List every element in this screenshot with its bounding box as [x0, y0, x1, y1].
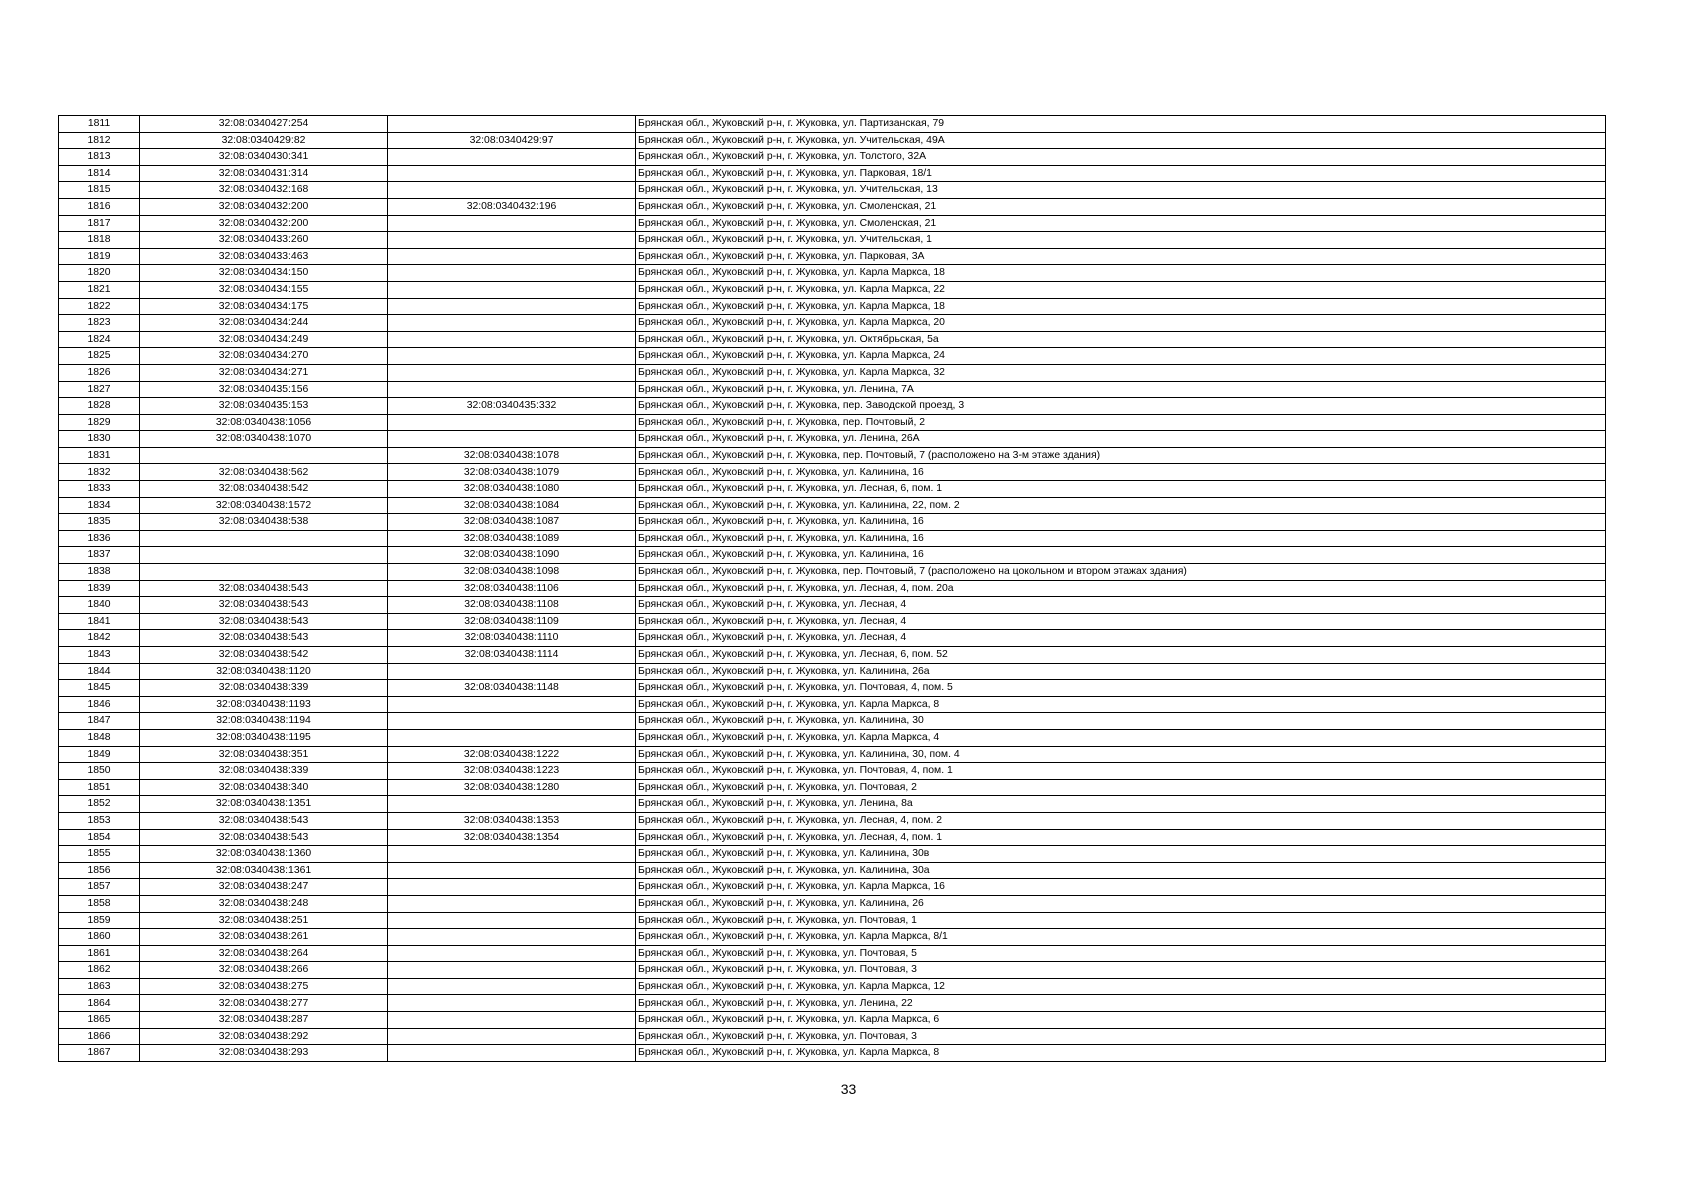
address-cell: Брянская обл., Жуковский р-н, г. Жуковка, ул. Учительская, 49А: [636, 132, 1606, 149]
object-cadastral-number-cell: [388, 116, 636, 133]
row-number-cell: 1852: [59, 796, 140, 813]
land-cadastral-number-cell: 32:08:0340433:260: [140, 232, 388, 249]
land-cadastral-number-cell: 32:08:0340438:1120: [140, 663, 388, 680]
table-row: [59, 763, 1606, 780]
object-cadastral-number-cell: [388, 331, 636, 348]
row-number-cell: 1857: [59, 879, 140, 896]
table-row: [59, 995, 1606, 1012]
object-cadastral-number-cell: 32:08:0340438:1106: [388, 580, 636, 597]
row-number-cell: 1827: [59, 381, 140, 398]
table-row: [59, 597, 1606, 614]
table-row: [59, 564, 1606, 581]
table-row: [59, 414, 1606, 431]
object-cadastral-number-cell: [388, 364, 636, 381]
object-cadastral-number-cell: [388, 862, 636, 879]
address-cell: Брянская обл., Жуковский р-н, г. Жуковка, пер. Почтовый, 7 (расположено на цокольном и втором этажах здания): [636, 564, 1606, 581]
land-cadastral-number-cell: 32:08:0340430:341: [140, 149, 388, 166]
land-cadastral-number-cell: 32:08:0340435:153: [140, 398, 388, 415]
land-cadastral-number-cell: [140, 530, 388, 547]
land-cadastral-number-cell: 32:08:0340431:314: [140, 165, 388, 182]
address-cell: Брянская обл., Жуковский р-н, г. Жуковка, ул. Смоленская, 21: [636, 215, 1606, 232]
land-cadastral-number-cell: 32:08:0340438:261: [140, 929, 388, 946]
land-cadastral-number-cell: 32:08:0340438:542: [140, 481, 388, 498]
land-cadastral-number-cell: 32:08:0340438:1193: [140, 696, 388, 713]
table-row: [59, 116, 1606, 133]
address-cell: Брянская обл., Жуковский р-н, г. Жуковка, ул. Карла Маркса, 22: [636, 281, 1606, 298]
address-cell: Брянская обл., Жуковский р-н, г. Жуковка, ул. Почтовая, 4, пом. 5: [636, 680, 1606, 697]
table-row: [59, 315, 1606, 332]
row-number-cell: 1825: [59, 348, 140, 365]
land-cadastral-number-cell: 32:08:0340432:200: [140, 215, 388, 232]
object-cadastral-number-cell: [388, 1028, 636, 1045]
table-row: [59, 647, 1606, 664]
row-number-cell: 1834: [59, 497, 140, 514]
land-cadastral-number-cell: 32:08:0340438:339: [140, 763, 388, 780]
row-number-cell: 1858: [59, 895, 140, 912]
row-number-cell: 1821: [59, 281, 140, 298]
row-number-cell: 1822: [59, 298, 140, 315]
row-number-cell: 1812: [59, 132, 140, 149]
row-number-cell: 1813: [59, 149, 140, 166]
row-number-cell: 1862: [59, 962, 140, 979]
land-cadastral-number-cell: 32:08:0340438:287: [140, 1012, 388, 1029]
land-cadastral-number-cell: 32:08:0340438:538: [140, 514, 388, 531]
table-row: [59, 248, 1606, 265]
object-cadastral-number-cell: [388, 431, 636, 448]
table-row: [59, 729, 1606, 746]
table-row: [59, 846, 1606, 863]
address-cell: Брянская обл., Жуковский р-н, г. Жуковка, ул. Смоленская, 21: [636, 198, 1606, 215]
address-cell: Брянская обл., Жуковский р-н, г. Жуковка, ул. Парковая, 18/1: [636, 165, 1606, 182]
table-row: [59, 663, 1606, 680]
address-cell: Брянская обл., Жуковский р-н, г. Жуковка, ул. Калинина, 22, пом. 2: [636, 497, 1606, 514]
row-number-cell: 1811: [59, 116, 140, 133]
row-number-cell: 1831: [59, 447, 140, 464]
land-cadastral-number-cell: 32:08:0340438:293: [140, 1045, 388, 1062]
land-cadastral-number-cell: 32:08:0340438:543: [140, 829, 388, 846]
address-cell: Брянская обл., Жуковский р-н, г. Жуковка, ул. Калинина, 30в: [636, 846, 1606, 863]
row-number-cell: 1828: [59, 398, 140, 415]
table-row: [59, 530, 1606, 547]
table-row: [59, 978, 1606, 995]
object-cadastral-number-cell: 32:08:0340438:1079: [388, 464, 636, 481]
row-number-cell: 1817: [59, 215, 140, 232]
land-cadastral-number-cell: 32:08:0340434:249: [140, 331, 388, 348]
address-cell: Брянская обл., Жуковский р-н, г. Жуковка, ул. Ленина, 7А: [636, 381, 1606, 398]
address-cell: Брянская обл., Жуковский р-н, г. Жуковка, ул. Ленина, 22: [636, 995, 1606, 1012]
object-cadastral-number-cell: [388, 1045, 636, 1062]
table-row: [59, 149, 1606, 166]
address-cell: Брянская обл., Жуковский р-н, г. Жуковка, ул. Почтовая, 3: [636, 962, 1606, 979]
object-cadastral-number-cell: [388, 879, 636, 896]
row-number-cell: 1830: [59, 431, 140, 448]
object-cadastral-number-cell: [388, 962, 636, 979]
table-row: [59, 381, 1606, 398]
row-number-cell: 1850: [59, 763, 140, 780]
land-cadastral-number-cell: 32:08:0340438:1361: [140, 862, 388, 879]
object-cadastral-number-cell: 32:08:0340438:1223: [388, 763, 636, 780]
object-cadastral-number-cell: [388, 265, 636, 282]
address-cell: Брянская обл., Жуковский р-н, г. Жуковка, ул. Калинина, 30: [636, 713, 1606, 730]
table-row: [59, 281, 1606, 298]
land-cadastral-number-cell: [140, 447, 388, 464]
address-cell: Брянская обл., Жуковский р-н, г. Жуковка, ул. Толстого, 32А: [636, 149, 1606, 166]
object-cadastral-number-cell: [388, 149, 636, 166]
table-row: [59, 215, 1606, 232]
land-cadastral-number-cell: [140, 564, 388, 581]
land-cadastral-number-cell: 32:08:0340432:168: [140, 182, 388, 199]
table-row: [59, 796, 1606, 813]
object-cadastral-number-cell: [388, 945, 636, 962]
object-cadastral-number-cell: [388, 248, 636, 265]
row-number-cell: 1848: [59, 729, 140, 746]
table-row: [59, 1045, 1606, 1062]
address-cell: Брянская обл., Жуковский р-н, г. Жуковка, ул. Лесная, 4, пом. 20а: [636, 580, 1606, 597]
row-number-cell: 1818: [59, 232, 140, 249]
table-row: [59, 198, 1606, 215]
land-cadastral-number-cell: 32:08:0340427:254: [140, 116, 388, 133]
row-number-cell: 1863: [59, 978, 140, 995]
land-cadastral-number-cell: 32:08:0340438:1360: [140, 846, 388, 863]
address-cell: Брянская обл., Жуковский р-н, г. Жуковка, ул. Карла Маркса, 16: [636, 879, 1606, 896]
land-cadastral-number-cell: 32:08:0340438:1056: [140, 414, 388, 431]
table-row: [59, 348, 1606, 365]
address-cell: Брянская обл., Жуковский р-н, г. Жуковка, ул. Калинина, 30а: [636, 862, 1606, 879]
object-cadastral-number-cell: [388, 995, 636, 1012]
table-row: [59, 945, 1606, 962]
row-number-cell: 1837: [59, 547, 140, 564]
table-row: [59, 580, 1606, 597]
table-body: [59, 116, 1606, 1062]
object-cadastral-number-cell: 32:08:0340429:97: [388, 132, 636, 149]
row-number-cell: 1839: [59, 580, 140, 597]
land-cadastral-number-cell: 32:08:0340438:1194: [140, 713, 388, 730]
table-row: [59, 514, 1606, 531]
table-row: [59, 1028, 1606, 1045]
page-number: 33: [840, 1081, 857, 1097]
object-cadastral-number-cell: 32:08:0340438:1084: [388, 497, 636, 514]
address-cell: Брянская обл., Жуковский р-н, г. Жуковка, ул. Лесная, 6, пом. 1: [636, 481, 1606, 498]
row-number-cell: 1854: [59, 829, 140, 846]
object-cadastral-number-cell: [388, 929, 636, 946]
row-number-cell: 1865: [59, 1012, 140, 1029]
object-cadastral-number-cell: [388, 846, 636, 863]
land-cadastral-number-cell: 32:08:0340438:247: [140, 879, 388, 896]
table-row: [59, 364, 1606, 381]
address-cell: Брянская обл., Жуковский р-н, г. Жуковка, ул. Калинина, 16: [636, 464, 1606, 481]
row-number-cell: 1832: [59, 464, 140, 481]
row-number-cell: 1819: [59, 248, 140, 265]
address-cell: Брянская обл., Жуковский р-н, г. Жуковка, ул. Карла Маркса, 8: [636, 696, 1606, 713]
address-cell: Брянская обл., Жуковский р-н, г. Жуковка, ул. Калинина, 16: [636, 547, 1606, 564]
table-row: [59, 1012, 1606, 1029]
address-cell: Брянская обл., Жуковский р-н, г. Жуковка, ул. Карла Маркса, 4: [636, 729, 1606, 746]
object-cadastral-number-cell: 32:08:0340438:1222: [388, 746, 636, 763]
row-number-cell: 1833: [59, 481, 140, 498]
address-cell: Брянская обл., Жуковский р-н, г. Жуковка, ул. Парковая, 3А: [636, 248, 1606, 265]
table-row: [59, 497, 1606, 514]
object-cadastral-number-cell: [388, 165, 636, 182]
address-cell: Брянская обл., Жуковский р-н, г. Жуковка, ул. Карла Маркса, 12: [636, 978, 1606, 995]
address-cell: Брянская обл., Жуковский р-н, г. Жуковка, ул. Лесная, 6, пом. 52: [636, 647, 1606, 664]
row-number-cell: 1856: [59, 862, 140, 879]
table-row: [59, 165, 1606, 182]
land-cadastral-number-cell: 32:08:0340438:351: [140, 746, 388, 763]
object-cadastral-number-cell: 32:08:0340435:332: [388, 398, 636, 415]
row-number-cell: 1826: [59, 364, 140, 381]
table-row: [59, 298, 1606, 315]
address-cell: Брянская обл., Жуковский р-н, г. Жуковка, ул. Почтовая, 4, пом. 1: [636, 763, 1606, 780]
table-row: [59, 547, 1606, 564]
land-cadastral-number-cell: 32:08:0340438:340: [140, 779, 388, 796]
object-cadastral-number-cell: [388, 895, 636, 912]
row-number-cell: 1860: [59, 929, 140, 946]
land-cadastral-number-cell: 32:08:0340438:543: [140, 597, 388, 614]
address-cell: Брянская обл., Жуковский р-н, г. Жуковка, ул. Учительская, 1: [636, 232, 1606, 249]
table-row: [59, 613, 1606, 630]
object-cadastral-number-cell: [388, 663, 636, 680]
table-row: [59, 132, 1606, 149]
land-cadastral-number-cell: 32:08:0340434:271: [140, 364, 388, 381]
address-cell: Брянская обл., Жуковский р-н, г. Жуковка, ул. Карла Маркса, 24: [636, 348, 1606, 365]
object-cadastral-number-cell: [388, 729, 636, 746]
address-cell: Брянская обл., Жуковский р-н, г. Жуковка, ул. Октябрьская, 5а: [636, 331, 1606, 348]
address-cell: Брянская обл., Жуковский р-н, г. Жуковка, ул. Карла Маркса, 8: [636, 1045, 1606, 1062]
land-cadastral-number-cell: 32:08:0340438:1351: [140, 796, 388, 813]
address-cell: Брянская обл., Жуковский р-н, г. Жуковка, ул. Калинина, 26а: [636, 663, 1606, 680]
land-cadastral-number-cell: 32:08:0340434:155: [140, 281, 388, 298]
object-cadastral-number-cell: [388, 315, 636, 332]
row-number-cell: 1846: [59, 696, 140, 713]
object-cadastral-number-cell: [388, 1012, 636, 1029]
object-cadastral-number-cell: [388, 298, 636, 315]
land-cadastral-number-cell: 32:08:0340438:339: [140, 680, 388, 697]
object-cadastral-number-cell: 32:08:0340438:1353: [388, 812, 636, 829]
address-cell: Брянская обл., Жуковский р-н, г. Жуковка, ул. Карла Маркса, 18: [636, 265, 1606, 282]
object-cadastral-number-cell: 32:08:0340438:1354: [388, 829, 636, 846]
object-cadastral-number-cell: 32:08:0340438:1090: [388, 547, 636, 564]
land-cadastral-number-cell: 32:08:0340438:266: [140, 962, 388, 979]
row-number-cell: 1845: [59, 680, 140, 697]
object-cadastral-number-cell: [388, 696, 636, 713]
land-cadastral-number-cell: 32:08:0340438:542: [140, 647, 388, 664]
object-cadastral-number-cell: [388, 348, 636, 365]
table-row: [59, 331, 1606, 348]
object-cadastral-number-cell: 32:08:0340438:1080: [388, 481, 636, 498]
row-number-cell: 1838: [59, 564, 140, 581]
object-cadastral-number-cell: [388, 232, 636, 249]
table-row: [59, 879, 1606, 896]
land-cadastral-number-cell: 32:08:0340438:1070: [140, 431, 388, 448]
land-cadastral-number-cell: 32:08:0340435:156: [140, 381, 388, 398]
address-cell: Брянская обл., Жуковский р-н, г. Жуковка, ул. Ленина, 8а: [636, 796, 1606, 813]
address-cell: Брянская обл., Жуковский р-н, г. Жуковка, пер. Заводской проезд, 3: [636, 398, 1606, 415]
table-row: [59, 630, 1606, 647]
address-cell: Брянская обл., Жуковский р-н, г. Жуковка, ул. Калинина, 16: [636, 530, 1606, 547]
object-cadastral-number-cell: 32:08:0340432:196: [388, 198, 636, 215]
table-row: [59, 862, 1606, 879]
table-row: [59, 398, 1606, 415]
object-cadastral-number-cell: 32:08:0340438:1148: [388, 680, 636, 697]
table-row: [59, 481, 1606, 498]
land-cadastral-number-cell: 32:08:0340438:543: [140, 613, 388, 630]
table-row: [59, 447, 1606, 464]
table-row: [59, 895, 1606, 912]
table-row: [59, 779, 1606, 796]
land-cadastral-number-cell: [140, 547, 388, 564]
land-cadastral-number-cell: 32:08:0340438:1572: [140, 497, 388, 514]
row-number-cell: 1849: [59, 746, 140, 763]
land-cadastral-number-cell: 32:08:0340438:543: [140, 630, 388, 647]
object-cadastral-number-cell: 32:08:0340438:1108: [388, 597, 636, 614]
row-number-cell: 1824: [59, 331, 140, 348]
address-cell: Брянская обл., Жуковский р-н, г. Жуковка, ул. Ленина, 26А: [636, 431, 1606, 448]
row-number-cell: 1829: [59, 414, 140, 431]
land-cadastral-number-cell: 32:08:0340438:292: [140, 1028, 388, 1045]
land-cadastral-number-cell: 32:08:0340432:200: [140, 198, 388, 215]
land-cadastral-number-cell: 32:08:0340438:264: [140, 945, 388, 962]
table-row: [59, 182, 1606, 199]
address-cell: Брянская обл., Жуковский р-н, г. Жуковка, ул. Лесная, 4, пом. 2: [636, 812, 1606, 829]
land-cadastral-number-cell: 32:08:0340438:275: [140, 978, 388, 995]
row-number-cell: 1823: [59, 315, 140, 332]
land-cadastral-number-cell: 32:08:0340434:175: [140, 298, 388, 315]
row-number-cell: 1866: [59, 1028, 140, 1045]
table-row: [59, 962, 1606, 979]
address-cell: Брянская обл., Жуковский р-н, г. Жуковка, ул. Почтовая, 5: [636, 945, 1606, 962]
address-cell: Брянская обл., Жуковский р-н, г. Жуковка, пер. Почтовый, 2: [636, 414, 1606, 431]
row-number-cell: 1859: [59, 912, 140, 929]
object-cadastral-number-cell: [388, 796, 636, 813]
land-cadastral-number-cell: 32:08:0340434:244: [140, 315, 388, 332]
table-row: [59, 680, 1606, 697]
row-number-cell: 1820: [59, 265, 140, 282]
object-cadastral-number-cell: 32:08:0340438:1110: [388, 630, 636, 647]
row-number-cell: 1843: [59, 647, 140, 664]
object-cadastral-number-cell: 32:08:0340438:1114: [388, 647, 636, 664]
object-cadastral-number-cell: 32:08:0340438:1280: [388, 779, 636, 796]
object-cadastral-number-cell: [388, 978, 636, 995]
row-number-cell: 1841: [59, 613, 140, 630]
table-row: [59, 929, 1606, 946]
table-row: [59, 696, 1606, 713]
row-number-cell: 1853: [59, 812, 140, 829]
table-row: [59, 265, 1606, 282]
address-cell: Брянская обл., Жуковский р-н, г. Жуковка, ул. Карла Маркса, 8/1: [636, 929, 1606, 946]
land-cadastral-number-cell: 32:08:0340434:150: [140, 265, 388, 282]
object-cadastral-number-cell: 32:08:0340438:1109: [388, 613, 636, 630]
address-cell: Брянская обл., Жуковский р-н, г. Жуковка, ул. Лесная, 4, пом. 1: [636, 829, 1606, 846]
land-cadastral-number-cell: 32:08:0340434:270: [140, 348, 388, 365]
table-row: [59, 713, 1606, 730]
row-number-cell: 1840: [59, 597, 140, 614]
table-row: [59, 746, 1606, 763]
table-row: [59, 464, 1606, 481]
table-row: [59, 812, 1606, 829]
object-cadastral-number-cell: [388, 713, 636, 730]
address-cell: Брянская обл., Жуковский р-н, г. Жуковка, пер. Почтовый, 7 (расположено на 3-м этаже здания): [636, 447, 1606, 464]
table-row: [59, 912, 1606, 929]
address-cell: Брянская обл., Жуковский р-н, г. Жуковка, ул. Лесная, 4: [636, 613, 1606, 630]
address-cell: Брянская обл., Жуковский р-н, г. Жуковка, ул. Учительская, 13: [636, 182, 1606, 199]
address-cell: Брянская обл., Жуковский р-н, г. Жуковка, ул. Калинина, 16: [636, 514, 1606, 531]
row-number-cell: 1861: [59, 945, 140, 962]
row-number-cell: 1855: [59, 846, 140, 863]
object-cadastral-number-cell: 32:08:0340438:1089: [388, 530, 636, 547]
land-cadastral-number-cell: 32:08:0340438:251: [140, 912, 388, 929]
table-row: [59, 829, 1606, 846]
object-cadastral-number-cell: 32:08:0340438:1078: [388, 447, 636, 464]
row-number-cell: 1844: [59, 663, 140, 680]
address-cell: Брянская обл., Жуковский р-н, г. Жуковка, ул. Партизанская, 79: [636, 116, 1606, 133]
row-number-cell: 1816: [59, 198, 140, 215]
object-cadastral-number-cell: [388, 381, 636, 398]
address-cell: Брянская обл., Жуковский р-н, г. Жуковка, ул. Карла Маркса, 20: [636, 315, 1606, 332]
address-cell: Брянская обл., Жуковский р-н, г. Жуковка, ул. Почтовая, 2: [636, 779, 1606, 796]
table-row: [59, 232, 1606, 249]
property-table: [58, 115, 1606, 1062]
object-cadastral-number-cell: [388, 414, 636, 431]
row-number-cell: 1814: [59, 165, 140, 182]
land-cadastral-number-cell: 32:08:0340429:82: [140, 132, 388, 149]
object-cadastral-number-cell: [388, 281, 636, 298]
address-cell: Брянская обл., Жуковский р-н, г. Жуковка, ул. Карла Маркса, 6: [636, 1012, 1606, 1029]
land-cadastral-number-cell: 32:08:0340438:562: [140, 464, 388, 481]
object-cadastral-number-cell: [388, 912, 636, 929]
land-cadastral-number-cell: 32:08:0340438:543: [140, 580, 388, 597]
address-cell: Брянская обл., Жуковский р-н, г. Жуковка, ул. Почтовая, 3: [636, 1028, 1606, 1045]
address-cell: Брянская обл., Жуковский р-н, г. Жуковка, ул. Карла Маркса, 32: [636, 364, 1606, 381]
object-cadastral-number-cell: 32:08:0340438:1098: [388, 564, 636, 581]
address-cell: Брянская обл., Жуковский р-н, г. Жуковка, ул. Калинина, 30, пом. 4: [636, 746, 1606, 763]
object-cadastral-number-cell: [388, 215, 636, 232]
address-cell: Брянская обл., Жуковский р-н, г. Жуковка, ул. Лесная, 4: [636, 597, 1606, 614]
address-cell: Брянская обл., Жуковский р-н, г. Жуковка, ул. Калинина, 26: [636, 895, 1606, 912]
land-cadastral-number-cell: 32:08:0340438:543: [140, 812, 388, 829]
address-cell: Брянская обл., Жуковский р-н, г. Жуковка, ул. Карла Маркса, 18: [636, 298, 1606, 315]
land-cadastral-number-cell: 32:08:0340433:463: [140, 248, 388, 265]
row-number-cell: 1851: [59, 779, 140, 796]
address-cell: Брянская обл., Жуковский р-н, г. Жуковка, ул. Почтовая, 1: [636, 912, 1606, 929]
row-number-cell: 1864: [59, 995, 140, 1012]
land-cadastral-number-cell: 32:08:0340438:277: [140, 995, 388, 1012]
object-cadastral-number-cell: [388, 182, 636, 199]
row-number-cell: 1836: [59, 530, 140, 547]
row-number-cell: 1842: [59, 630, 140, 647]
row-number-cell: 1815: [59, 182, 140, 199]
row-number-cell: 1835: [59, 514, 140, 531]
land-cadastral-number-cell: 32:08:0340438:248: [140, 895, 388, 912]
land-cadastral-number-cell: 32:08:0340438:1195: [140, 729, 388, 746]
row-number-cell: 1847: [59, 713, 140, 730]
address-cell: Брянская обл., Жуковский р-н, г. Жуковка, ул. Лесная, 4: [636, 630, 1606, 647]
object-cadastral-number-cell: 32:08:0340438:1087: [388, 514, 636, 531]
table-row: [59, 431, 1606, 448]
row-number-cell: 1867: [59, 1045, 140, 1062]
